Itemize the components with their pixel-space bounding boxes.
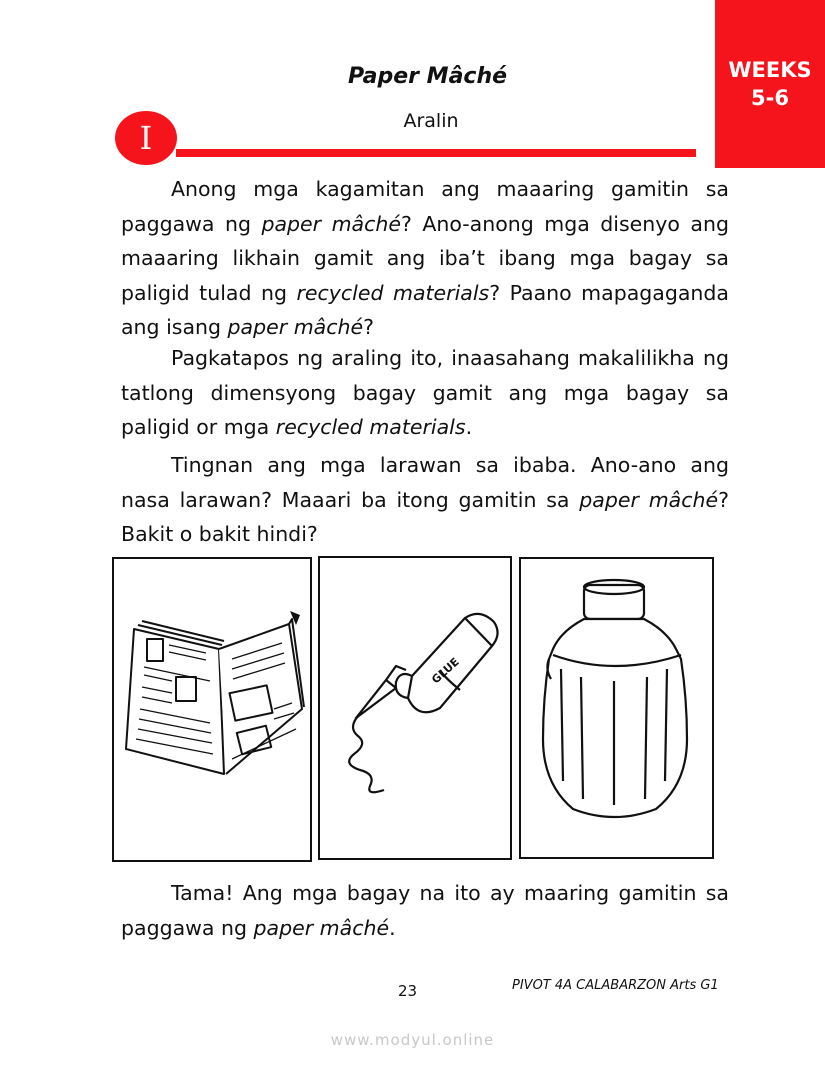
newspaper-icon: [114, 559, 310, 860]
text-span: .: [465, 415, 473, 439]
intro-paragraph: [121, 172, 729, 345]
emphasis-text: paper mâché: [227, 315, 364, 339]
lesson-subtitle: Aralin: [403, 110, 459, 132]
text-span: Anong mga kagamitan ang maaaring gamitin sa paggawa ng: [121, 177, 729, 236]
glue-image: [318, 556, 512, 860]
text-span: Tama! Ang mga bagay na ito ay maaring gamitin sa paggawa ng: [121, 881, 729, 940]
text-span: Tingnan ang mga larawan sa ibaba. Ano-ano ang nasa larawan? Maaari ba itong gamitin sa: [121, 453, 729, 512]
newspaper-image: [112, 557, 312, 862]
text-span: .: [389, 915, 396, 940]
text-span: Pagkatapos ng araling ito, inaasahang makalilikha ng tatlong dimensyong bagay gamit ang mga bagay sa paligid or mga: [121, 346, 729, 439]
objective-paragraph: [121, 341, 729, 445]
bottle-image: [519, 557, 714, 859]
page-title: Paper Mâché: [347, 64, 508, 89]
text-span: ? Paano mapagaganda ang isang: [121, 280, 729, 339]
conclusion-paragraph: [121, 876, 729, 945]
emphasis-text: paper mâché: [253, 915, 390, 940]
glue-bottle-icon: [320, 558, 510, 858]
section-divider: [176, 149, 696, 157]
emphasis-text: paper mâché: [261, 211, 401, 236]
text-span: ? Ano-anong mga disenyo ang maaaring likhain gamit ang iba’t ibang mga bagay sa paligid tulad ng: [121, 211, 729, 305]
section-letter-badge: I: [115, 111, 177, 165]
plastic-bottle-icon: [521, 559, 712, 857]
glue-label: GLUE: [429, 655, 462, 687]
weeks-range: 5-6: [751, 86, 789, 110]
weeks-label: WEEKS: [728, 58, 812, 82]
instruction-paragraph: [121, 448, 729, 552]
text-span: ? Bakit o bakit hindi?: [121, 487, 729, 546]
emphasis-text: paper mâché: [579, 487, 719, 512]
emphasis-text: recycled materials: [275, 415, 466, 439]
page-number: 23: [398, 982, 418, 1000]
book-reference: PIVOT 4A CALABARZON Arts G1: [512, 978, 719, 993]
watermark: www.modyul.online: [330, 1031, 495, 1049]
emphasis-text: recycled materials: [296, 280, 490, 305]
text-span: ?: [363, 315, 374, 339]
